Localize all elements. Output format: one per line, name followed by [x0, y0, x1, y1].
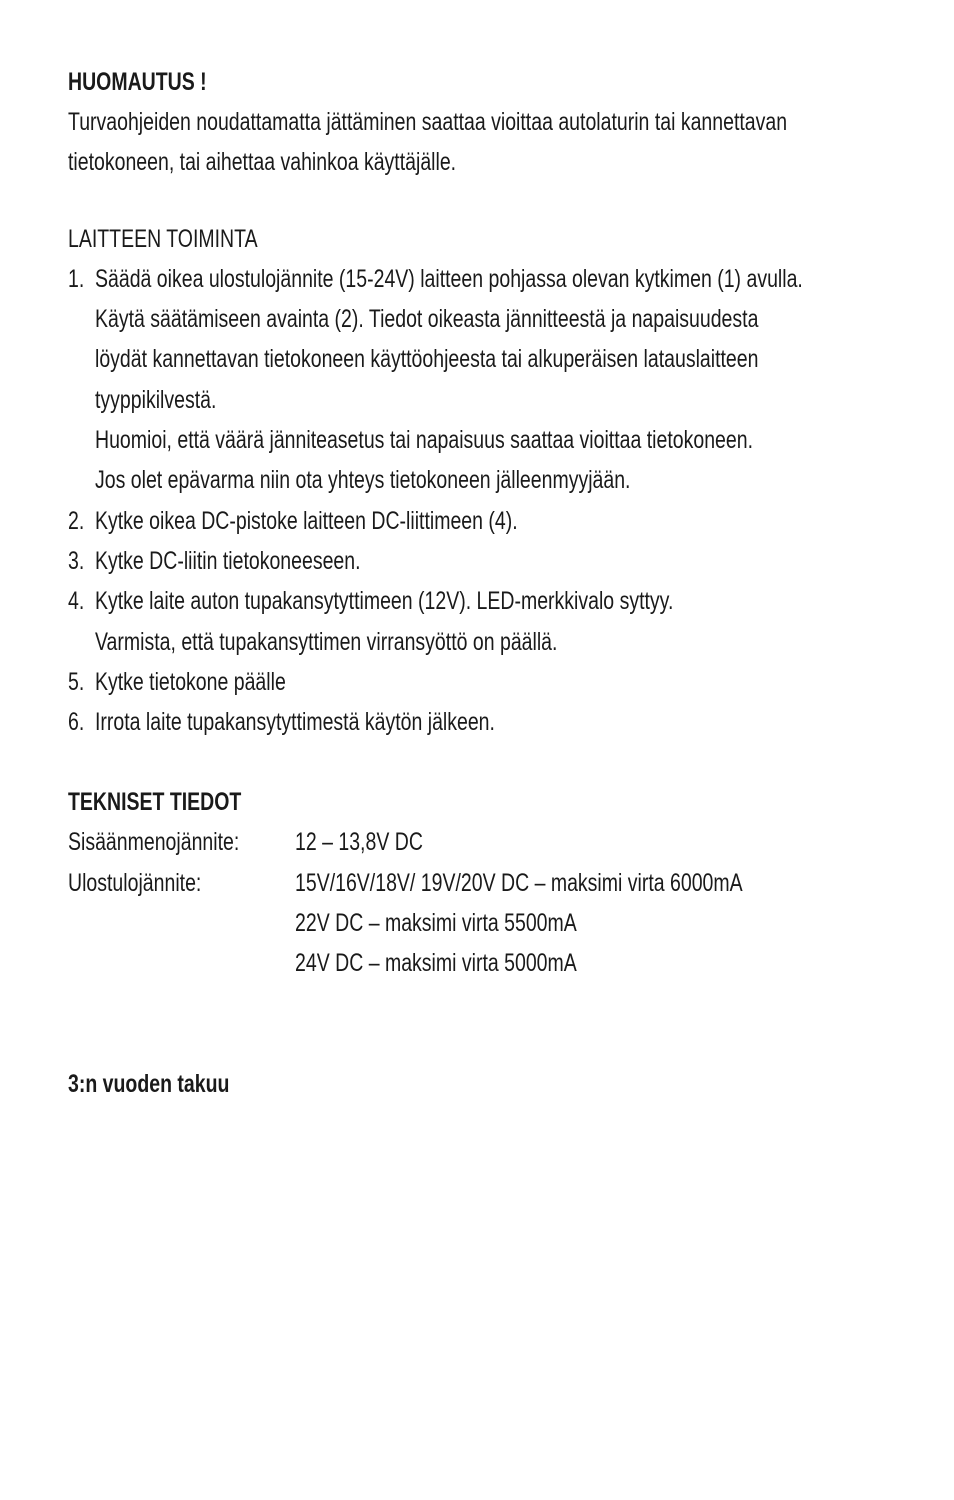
- operation-steps: [68, 259, 898, 743]
- warranty-title: 3:n vuoden takuu: [68, 1069, 230, 1098]
- list-item: [68, 581, 898, 662]
- list-item: [68, 259, 898, 501]
- step-line: tyyppikilvestä.: [95, 385, 217, 414]
- step-number: 3.: [68, 546, 85, 575]
- spec-value: 24V DC – maksimi virta 5000mA: [295, 949, 577, 978]
- spec-value: 12 – 13,8V DC: [295, 828, 423, 857]
- table-row: [68, 903, 898, 943]
- spec-label: [68, 903, 245, 943]
- spec-value: 15V/16V/18V/ 19V/20V DC – maksimi virta 6000mA: [295, 868, 743, 897]
- manual-page: [68, 62, 898, 1104]
- step-line: Kytke tietokone päälle: [95, 667, 286, 696]
- step-line: Kytke oikea DC-pistoke laitteen DC-liittimeen (4).: [95, 506, 518, 535]
- step-line: Irrota laite tupakansytyttimestä käytön jälkeen.: [95, 708, 495, 737]
- step-number: 1.: [68, 264, 85, 293]
- step-line: Jos olet epävarma niin ota yhteys tietokoneen jälleenmyyjään.: [95, 466, 631, 495]
- step-line: Huomioi, että väärä jänniteasetus tai napaisuus saattaa vioittaa tietokoneen.: [95, 426, 754, 455]
- specs-title: TEKNISET TIEDOT: [68, 788, 242, 817]
- notice-line: Turvaohjeiden noudattamatta jättäminen saattaa vioittaa autolaturin tai kannettavan: [68, 108, 788, 136]
- notice-title: HUOMAUTUS !: [68, 68, 207, 96]
- specs-table: [68, 822, 898, 983]
- table-row: [68, 863, 898, 903]
- step-line: Säädä oikea ulostulojännite (15-24V) laitteen pohjassa olevan kytkimen (1) avulla.: [95, 264, 803, 293]
- spec-label: Ulostulojännite:: [68, 868, 202, 897]
- step-number: 4.: [68, 587, 85, 616]
- table-row: [68, 822, 898, 862]
- step-line: Käytä säätämiseen avainta (2). Tiedot oikeasta jännitteestä ja napaisuudesta: [95, 305, 759, 334]
- list-item: [68, 501, 898, 541]
- step-line: Kytke laite auton tupakansytyttimeen (12V). LED-merkkivalo syttyy.: [95, 587, 674, 616]
- spec-label: Sisäänmenojännite:: [68, 828, 240, 857]
- list-item: [68, 541, 898, 581]
- spec-label: [68, 943, 245, 983]
- spec-value: 22V DC – maksimi virta 5500mA: [295, 909, 577, 938]
- step-line: löydät kannettavan tietokoneen käyttöohjeesta tai alkuperäisen latauslaitteen: [95, 345, 759, 374]
- list-item: [68, 702, 898, 742]
- step-number: 5.: [68, 667, 85, 696]
- table-row: [68, 943, 898, 983]
- list-item: [68, 662, 898, 702]
- notice-line: tietokoneen, tai aihettaa vahinkoa käyttäjälle.: [68, 148, 457, 177]
- step-number: 2.: [68, 506, 85, 535]
- step-line: Varmista, että tupakansyttimen virransyöttö on päällä.: [95, 627, 558, 656]
- step-line: Kytke DC-liitin tietokoneeseen.: [95, 546, 361, 575]
- step-number: 6.: [68, 708, 85, 737]
- operation-title: LAITTEEN TOIMINTA: [68, 224, 258, 253]
